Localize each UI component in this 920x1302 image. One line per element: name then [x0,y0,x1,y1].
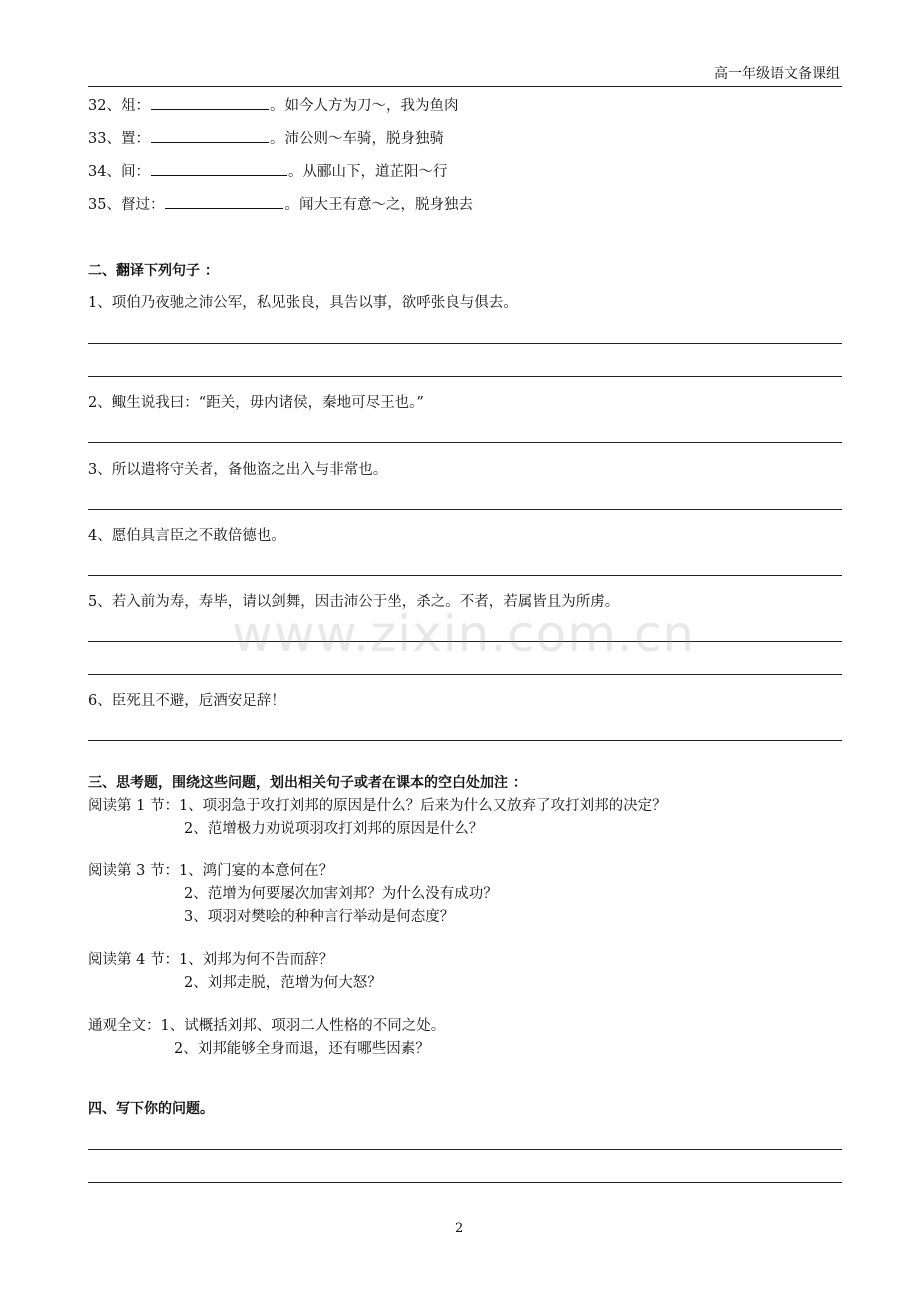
answer-blank[interactable] [165,194,283,209]
question: 1、项羽急于攻打刘邦的原因是什么？后来为什么又放弃了攻打刘邦的决定？ [178,798,667,814]
vocab-item-35 [88,194,473,215]
answer-line[interactable] [88,1149,842,1150]
translation-item-6: 6、臣死且不避，卮酒安足辞！ [88,693,286,709]
vocab-item-34 [88,161,447,182]
answer-line[interactable] [88,376,842,377]
answer-line[interactable] [88,740,842,741]
answer-line[interactable] [88,674,842,675]
reading-group-4 [88,950,333,970]
question: 2、范增极力劝说项羽攻打刘邦的原因是什么？ [184,821,484,837]
vocab-label: 34、间： [88,164,150,180]
reading-group-overall [88,1016,445,1036]
reading-group-1 [88,796,667,816]
question: 1、试概括刘邦、项羽二人性格的不同之处。 [160,1018,446,1034]
question: 2、刘邦能够全身而退，还有哪些因素？ [174,1041,430,1057]
answer-line[interactable] [88,343,842,344]
translation-item-2: 2、鲰生说我曰：“距关，毋内诸侯，秦地可尽王也。” [88,395,424,411]
vocab-sentence: 。闻大王有意～之，脱身独去 [284,197,473,213]
section-4-title: 四、写下你的问题。 [88,1101,214,1117]
reading-prefix: 阅读第 1 节： [88,798,179,814]
reading-prefix: 阅读第 4 节： [88,952,179,968]
answer-line[interactable] [88,575,842,576]
translation-item-4: 4、愿伯具言臣之不敢倍德也。 [88,528,286,544]
answer-line[interactable] [88,442,842,443]
translation-item-5: 5、若入前为寿，寿毕，请以剑舞，因击沛公于坐，杀之。不者，若属皆且为所虏。 [88,594,620,610]
reading-prefix: 阅读第 3 节： [88,863,179,879]
answer-line[interactable] [88,1182,842,1183]
question: 2、范增为何要屡次加害刘邦？为什么没有成功？ [184,886,498,902]
translation-item-1: 1、项伯乃夜驰之沛公军，私见张良，具告以事，欲呼张良与俱去。 [88,295,518,311]
reading-prefix: 通观全文： [88,1018,161,1034]
question: 1、刘邦为何不告而辞？ [178,952,334,968]
page-number: 2 [455,1221,464,1236]
vocab-sentence: 。沛公则～车骑，脱身独骑 [269,131,444,147]
section-3-title: 三、思考题，围绕这些问题，划出相关句子或者在课本的空白处加注 ： [88,775,527,791]
vocab-label: 32、俎： [88,98,150,114]
answer-blank[interactable] [151,128,269,143]
vocab-sentence: 。如今人方为刀～，我为鱼肉 [269,98,459,114]
section-2-title: 二、翻译下列句子 ： [88,263,219,279]
question: 3、项羽对樊哙的种种言行举动是何态度？ [184,909,455,925]
header-group-label: 高一年级语文备课组 [714,66,840,82]
vocab-label: 35、督过： [88,197,165,213]
question: 1、鸿门宴的本意何在？ [178,863,334,879]
question: 2、刘邦走脱，范增为何大怒？ [184,975,382,991]
watermark: www.zixin.com.cn [232,605,696,663]
answer-line[interactable] [88,509,842,510]
translation-item-3: 3、所以遣将守关者，备他盗之出入与非常也。 [88,462,388,478]
vocab-item-32 [88,95,458,116]
answer-blank[interactable] [151,161,287,176]
vocab-item-33 [88,128,444,149]
reading-group-3 [88,861,333,881]
vocab-label: 33、置： [88,131,150,147]
header-divider [88,86,842,87]
vocab-sentence: 。从郦山下，道芷阳～行 [287,164,448,180]
answer-blank[interactable] [151,95,269,110]
